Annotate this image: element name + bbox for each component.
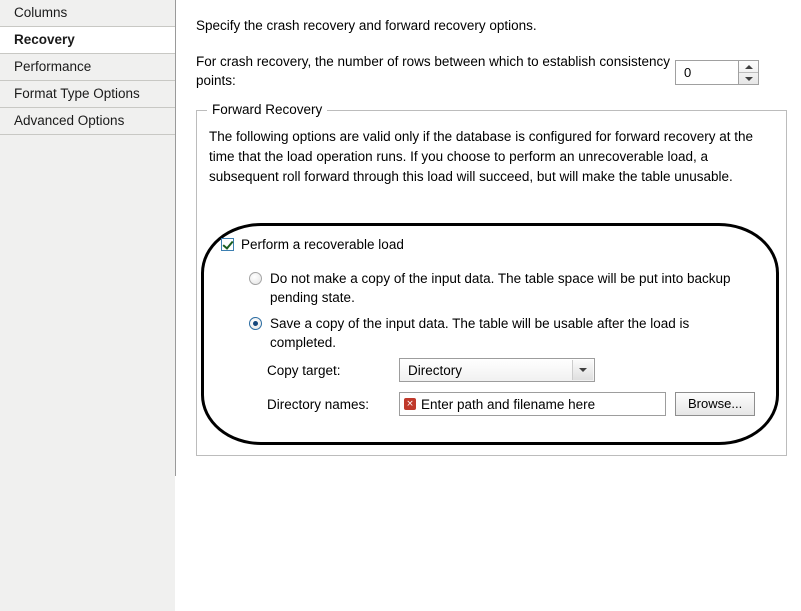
no-copy-label: Do not make a copy of the input data. The table space will be put into backup pending state. [270,271,731,305]
forward-recovery-description: The following options are valid only if the database is configured for forward recovery at the time that the load operation runs. If you choose to perform an unrecoverable load, a subsequent roll forward through this load will succeed, but will make the table unusable. [209,129,754,184]
sidebar-item-label: Performance [14,59,92,74]
sidebar-item-columns[interactable] [0,0,175,27]
copy-target-value: Directory [408,362,463,378]
stepper-decrement-button[interactable] [739,73,758,84]
directory-names-input[interactable] [399,392,666,416]
sidebar-item-label: Format Type Options [14,86,140,101]
stepper-buttons[interactable] [738,61,758,84]
sidebar-filler [0,135,175,611]
directory-names-placeholder: Enter path and filename here [421,396,596,412]
copy-target-dropdown[interactable] [399,358,595,382]
save-copy-label: Save a copy of the input data. The table will be usable after the load is completed. [270,316,690,350]
sidebar-item-recovery[interactable] [0,27,175,54]
browse-button[interactable]: Browse... [675,392,755,416]
perform-recoverable-load-row[interactable] [221,236,404,253]
directory-names-row [267,392,755,416]
recovery-page [176,0,801,476]
perform-recoverable-load-checkbox[interactable] [221,238,234,251]
sidebar-item-advanced-options[interactable] [0,108,175,135]
directory-names-label: Directory names: [267,396,370,412]
sidebar-item-label: Recovery [14,32,75,47]
error-icon: × [404,398,416,410]
save-copy-option-row[interactable] [249,314,759,352]
chevron-down-icon [745,77,753,81]
sidebar-item-format-type-options[interactable] [0,81,175,108]
forward-recovery-group [196,102,787,456]
sidebar-item-label: Columns [14,5,68,20]
copy-target-row [267,358,595,382]
chevron-down-icon[interactable] [572,360,593,380]
sidebar-item-performance[interactable] [0,54,175,81]
crash-recovery-label: For crash recovery, the number of rows between which to establish consistency points: [196,54,670,88]
copy-target-label: Copy target: [267,362,341,378]
perform-recoverable-load-label: Perform a recoverable load [241,237,404,252]
save-copy-radio[interactable] [249,317,262,330]
wizard-step-sidebar [0,0,176,476]
sidebar-item-label: Advanced Options [14,113,125,128]
stepper-increment-button[interactable] [739,61,758,73]
no-copy-option-row[interactable] [249,269,759,307]
consistency-points-value[interactable]: 0 [684,65,692,80]
consistency-points-stepper[interactable] [675,60,759,85]
no-copy-radio[interactable] [249,272,262,285]
chevron-up-icon [745,65,753,69]
page-intro-text: Specify the crash recovery and forward recovery options. [196,18,537,33]
forward-recovery-title: Forward Recovery [207,102,327,117]
